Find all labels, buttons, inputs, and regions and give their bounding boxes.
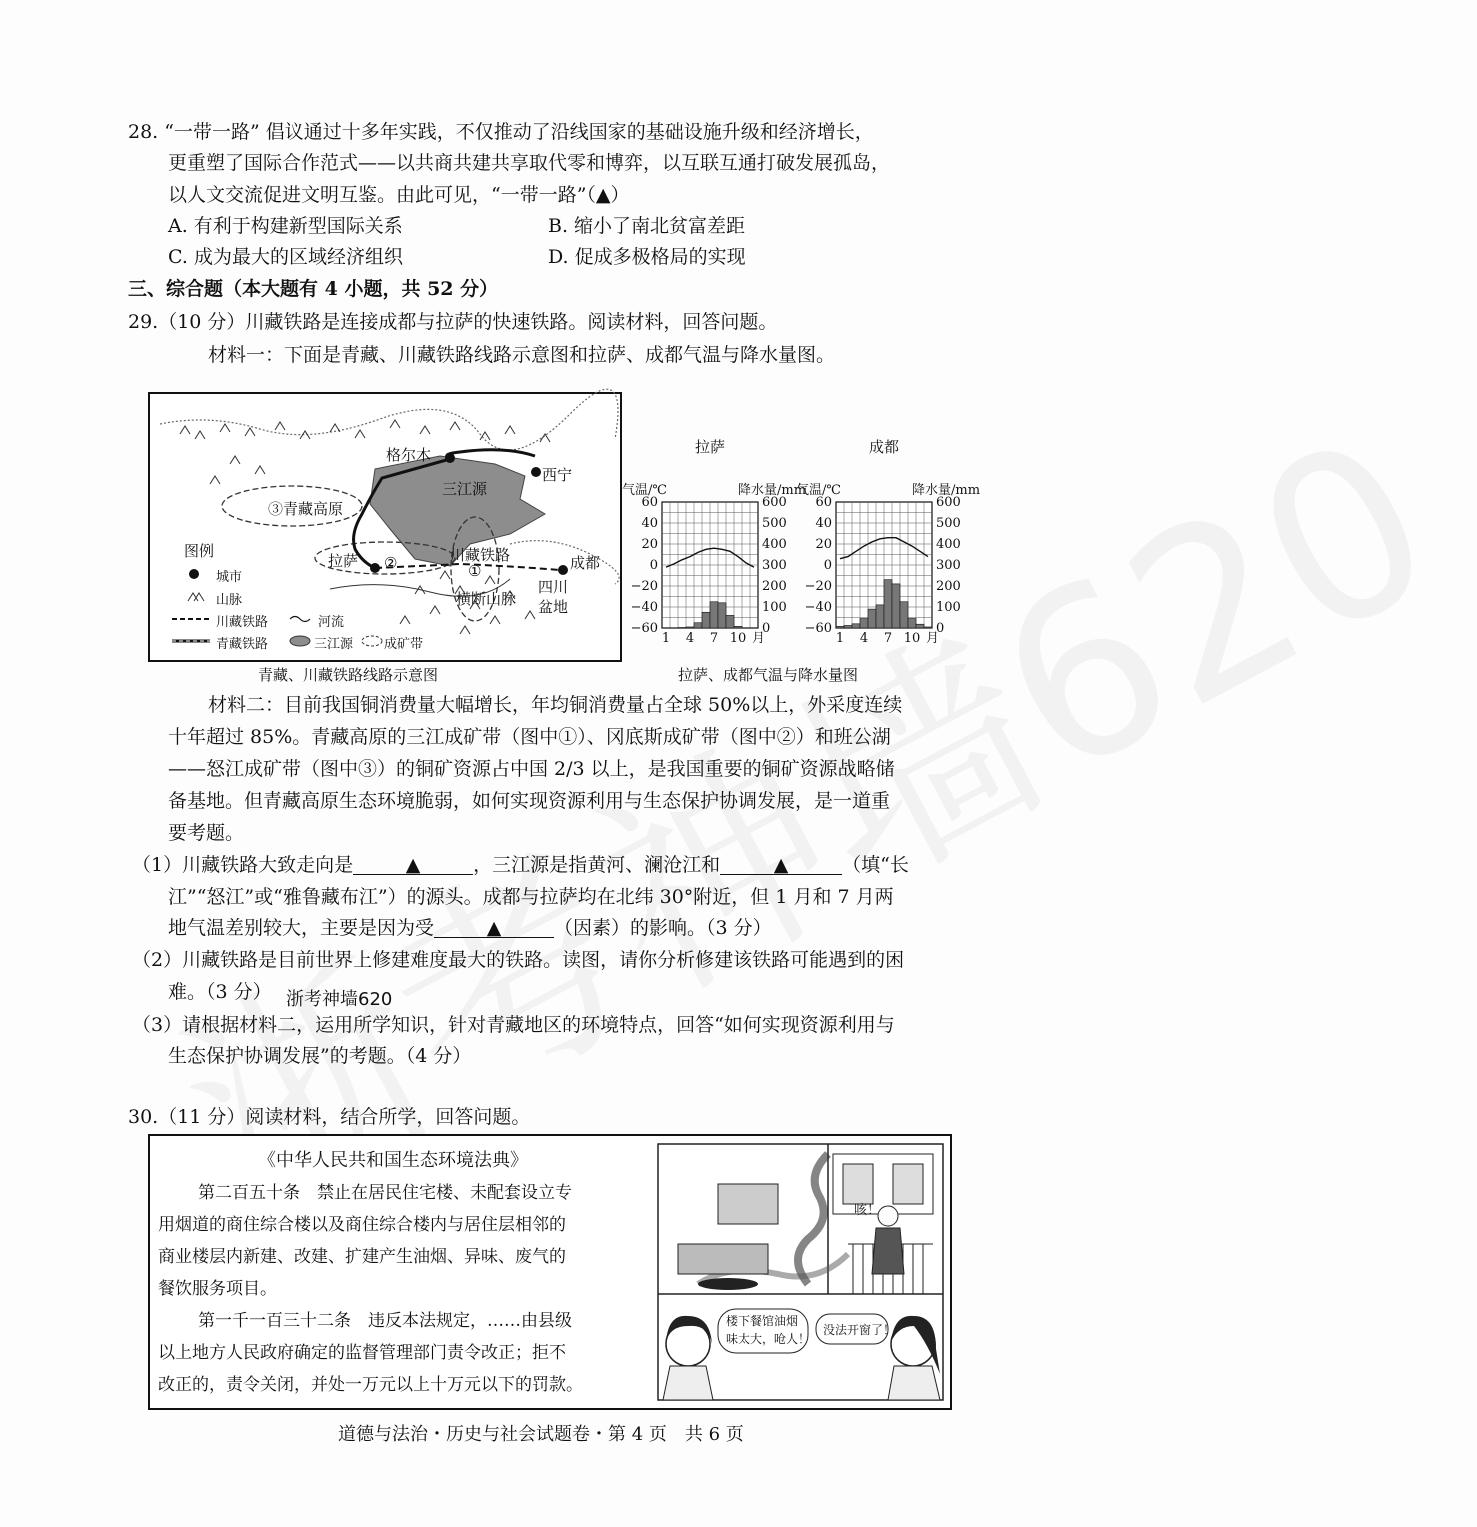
chart-temp-tick-chengdu: 40 [815,516,832,531]
chart-precip-tick-chengdu: 600 [936,495,961,510]
chart-precip-tick-chengdu: 300 [936,558,961,573]
q29-1-text-d: 地气温差别较大，主要是因为受 [168,917,435,939]
chart-temp-tick-lhasa: 0 [649,558,658,573]
q28-line-2: 更重塑了国际合作范式——以共商共建共享取代零和博弈，以互联互通打破发展孤岛， [168,152,891,174]
label-hengduan: 横断山脉 [456,590,517,608]
precip-bar-lhasa [694,623,702,628]
precip-bar-lhasa [734,626,742,628]
q29-2-line-1: （2）川藏铁路是目前世界上修建难度最大的铁路。读图，请你分析修建该铁路可能遇到的困 [132,949,905,971]
precip-bar-chengdu [852,624,860,628]
precip-bar-chengdu [900,602,908,628]
precip-bar-lhasa [710,602,718,628]
chart-temp-tick-chengdu: −60 [804,621,832,636]
chart-month-unit-chengdu: 月 [926,631,940,646]
chengdu-dot [558,565,568,575]
legend-sanjiangyuan: 三江源 [314,637,354,652]
q28-option-c: C. 成为最大的区域经济组织 [168,246,403,268]
legend-ore-belt: 成矿带 [384,637,424,652]
q29-1-text-e: （因素）的影响。（3 分） [554,917,772,939]
chart-precip-tick-lhasa: 200 [762,579,787,594]
chart-precip-tick-chengdu: 0 [936,621,945,636]
chart-temp-tick-chengdu: −20 [804,579,832,594]
legend-chuanzang-rail: 川藏铁路 [216,615,269,630]
label-plateau: ③青藏高原 [268,500,344,518]
chart-precip-label-chengdu: 降水量/mm [912,483,981,498]
chart-temp-label-lhasa: 气温/℃ [622,483,667,498]
chart-precip-tick-lhasa: 0 [762,621,771,636]
law-line-2: 用烟道的商住综合楼以及商住综合楼内与居住层相邻的 [158,1215,566,1235]
label-belt-2: ② [384,554,398,572]
chart-temp-tick-lhasa: −60 [630,621,658,636]
law-line-1: 第二百五十条 禁止在居民住宅楼、未配套设立专 [198,1183,572,1203]
q28-option-a: A. 有利于构建新型国际关系 [168,215,403,237]
q28-option-d: D. 促成多极格局的实现 [548,246,746,268]
q29-1-text-a: （1）川藏铁路大致走向是 [132,854,354,876]
legend-city: 城市 [216,570,243,585]
precip-bar-chengdu [916,624,924,628]
chart-month-tick-chengdu: 4 [859,631,869,646]
label-sichuan-1: 四川 [538,578,569,596]
chart-precip-tick-lhasa: 500 [762,516,787,531]
chart-month-tick-lhasa: 7 [709,631,719,646]
q28-line-3: 以人文交流促进文明互鉴。由此可见，“一带一路”（▲） [168,184,630,206]
legend-mountain: 山脉 [216,593,243,608]
chart-precip-tick-chengdu: 400 [936,537,961,552]
chart-temp-tick-chengdu: −40 [804,600,832,615]
law-line-6: 以上地方人民政府确定的监督管理部门责令改正；拒不 [158,1343,566,1363]
precip-bar-chengdu [884,580,892,628]
precip-bar-chengdu [908,619,916,628]
chart-temp-tick-chengdu: 60 [815,495,832,510]
label-belt-1: ① [468,562,482,580]
q29-2-line-2: 难。（3 分） [168,981,272,1003]
chart-temp-tick-lhasa: 20 [641,537,658,552]
precip-bar-lhasa [726,615,734,628]
precip-bar-chengdu [876,605,884,628]
material-2-line-1: 材料二：目前我国铜消费量大幅增长，年均铜消费量占全球 50%以上，外采度连续 [208,694,903,716]
precip-bar-chengdu [924,627,932,628]
stamp-text: 浙考神墙620 [286,989,393,1010]
comic-bubble-1a: 楼下餐馆油烟 [726,1314,799,1328]
chart-temp-tick-chengdu: 20 [815,537,832,552]
page-footer: 道德与法治・历史与社会试题卷・第 4 页 共 6 页 [338,1424,744,1445]
legend-qingzang-rail: 青藏铁路 [216,637,269,652]
law-line-7: 改正的，责令关闭，并处一万元以上十万元以下的罚款。 [158,1375,583,1395]
q29-3-line-2: 生态保护协调发展”的考题。（4 分） [168,1045,472,1067]
chart-month-tick-chengdu: 1 [835,631,845,646]
answer-blank-factor[interactable]: ▲ [434,913,554,938]
label-golmud: 格尔木 [386,446,432,464]
legend-title: 图例 [184,542,215,560]
answer-blank-river[interactable]: ▲ [720,850,842,875]
precip-bar-lhasa [686,627,694,628]
q29-1-text-c: （填“长 [842,854,909,876]
railway-map [148,392,622,662]
q29-intro: 29.（10 分）川藏铁路是连接成都与拉萨的快速铁路。阅读材料，回答问题。 [128,311,778,333]
label-chuanzang: 川藏铁路 [450,546,511,564]
chart-title-chengdu: 成都 [868,438,900,456]
q29-1-line-3 [168,913,772,943]
section-3-heading: 三、综合题（本大题有 4 小题，共 52 分） [128,278,499,300]
chart-month-tick-lhasa: 10 [729,631,747,646]
lhasa-dot [370,563,380,573]
precip-bar-lhasa [718,603,726,628]
climate-charts-svg [622,430,981,660]
chart-precip-tick-lhasa: 600 [762,495,787,510]
precip-bar-chengdu [844,625,852,628]
material-2-line-4: 备基地。但青藏高原生态环境脆弱，如何实现资源利用与生态保护协调发展，是一道重 [168,790,891,812]
chart-month-tick-lhasa: 4 [685,631,695,646]
precip-bar-chengdu [860,619,868,628]
q28-option-b: B. 缩小了南北贫富差距 [548,215,746,237]
precip-bar-chengdu [892,584,900,628]
law-line-4: 餐饮服务项目。 [158,1279,277,1299]
chart-temp-tick-chengdu: 0 [823,558,832,573]
law-line-3: 商业楼层内新建、改建、扩建产生油烟、异味、废气的 [158,1247,566,1267]
q29-material-1: 材料一：下面是青藏、川藏铁路线路示意图和拉萨、成都气温与降水量图。 [208,344,836,366]
chart-precip-tick-chengdu: 500 [936,516,961,531]
q28-line-1: 28. “一带一路” 倡议通过十多年实践，不仅推动了沿线国家的基础设施升级和经济增长， [128,121,874,143]
law-line-5: 第一千一百三十二条 违反本法规定，……由县级 [198,1311,572,1331]
law-material-box [148,1134,952,1410]
law-title: 《中华人民共和国生态环境法典》 [258,1150,528,1171]
chart-precip-tick-lhasa: 100 [762,600,787,615]
legend-river: 河流 [318,615,345,630]
label-chengdu: 成都 [570,554,601,572]
precip-bar-chengdu [836,626,844,628]
material-2-line-2: 十年超过 85%。青藏高原的三江成矿带（图中①）、冈底斯成矿带（图中②）和班公湖 [168,726,891,748]
climate-caption: 拉萨、成都气温与降水量图 [678,666,859,684]
chart-temp-tick-lhasa: −20 [630,579,658,594]
comic-illustration [658,1144,943,1400]
chart-precip-tick-chengdu: 200 [936,579,961,594]
chart-precip-tick-chengdu: 100 [936,600,961,615]
chart-temp-tick-lhasa: 60 [641,495,658,510]
comic-bubble-1b: 味太大，呛人！ [726,1332,811,1346]
comic-cough: 咳！ [854,1203,881,1218]
precip-bar-lhasa [702,612,710,628]
climate-charts [622,430,981,660]
chart-temp-label-chengdu: 气温/℃ [796,483,841,498]
map-caption: 青藏、川藏铁路线路示意图 [258,666,439,684]
q29-3-line-1: （3）请根据材料二，运用所学知识，针对青藏地区的环境特点，回答“如何实现资源利用与 [132,1014,895,1036]
q29-1-line-1 [132,850,909,880]
label-sanjiangyuan: 三江源 [442,480,488,498]
chart-precip-label-lhasa: 降水量/mm [738,483,807,498]
chart-temp-tick-lhasa: −40 [630,600,658,615]
label-lhasa: 拉萨 [328,552,359,570]
xining-dot [531,467,541,477]
golmud-dot [445,453,455,463]
comic-bubble-2: 没法开窗了！ [823,1323,896,1337]
precip-bar-chengdu [868,609,876,628]
chart-precip-tick-lhasa: 400 [762,537,787,552]
chart-month-unit-lhasa: 月 [752,631,766,646]
comic-panel [658,1144,943,1400]
chart-month-tick-lhasa: 1 [661,631,671,646]
q29-1-text-b: ，三江源是指黄河、澜沧江和 [473,854,721,876]
chart-precip-tick-lhasa: 300 [762,558,787,573]
q30-intro: 30.（11 分）阅读材料，结合所学，回答问题。 [128,1106,531,1128]
q29-1-line-2: 江”“怒江”或“雅鲁藏布江”）的源头。成都与拉萨均在北纬 30°附近，但 1 月和 7 月两 [168,886,894,908]
label-xining: 西宁 [542,466,573,484]
material-2-line-3: ——怒江成矿带（图中③）的铜矿资源占中国 2/3 以上，是我国重要的铜矿资源战略储 [168,758,895,780]
label-sichuan-2: 盆地 [538,598,569,616]
chart-title-lhasa: 拉萨 [694,438,726,456]
material-2-line-5: 要考题。 [168,822,245,844]
chart-temp-tick-lhasa: 40 [641,516,658,531]
answer-blank-direction[interactable]: ▲ [353,850,473,875]
chart-month-tick-chengdu: 10 [903,631,921,646]
chart-month-tick-chengdu: 7 [883,631,893,646]
